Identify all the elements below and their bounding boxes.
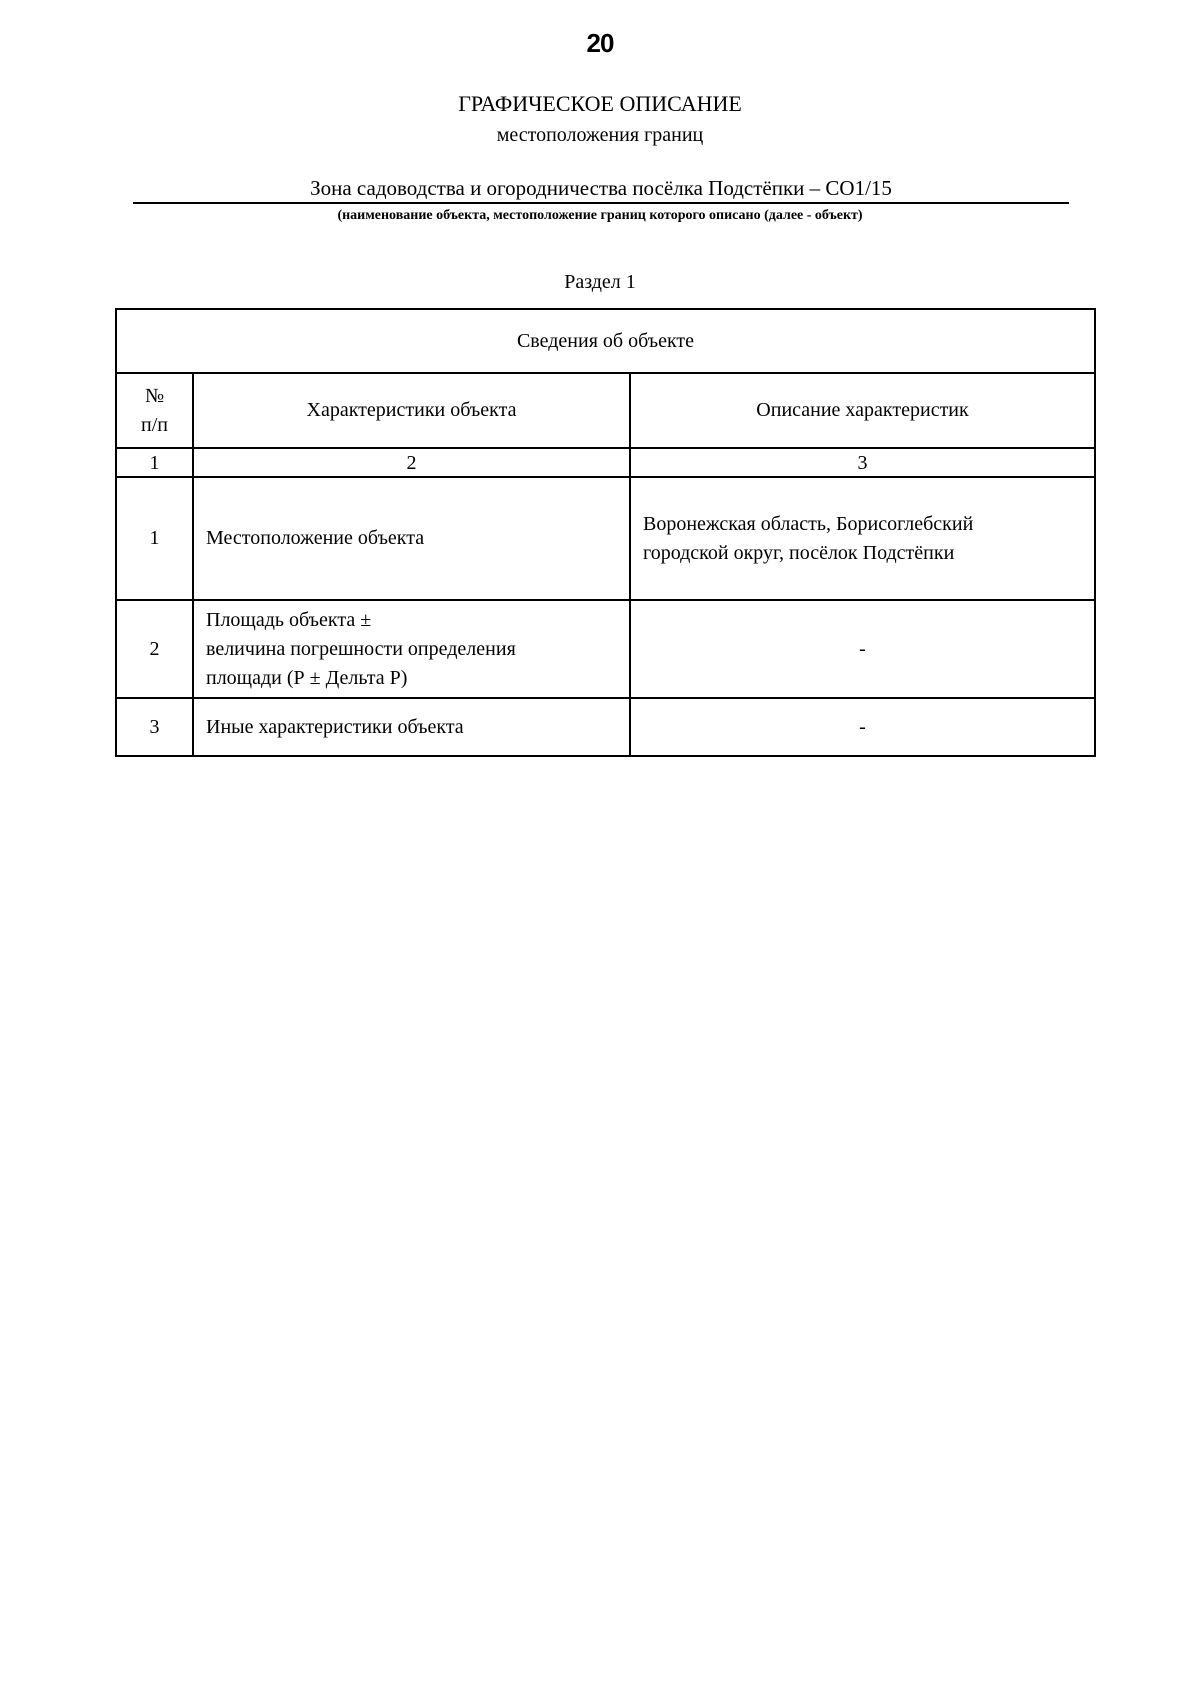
row-number: 2 — [116, 600, 193, 698]
table-row — [116, 477, 1095, 600]
row-characteristic: Площадь объекта ± величина погрешности определения площади (Р ± Дельта Р) — [193, 600, 630, 698]
column-header-characteristic: Характеристики объекта — [193, 373, 630, 448]
table-row — [116, 698, 1095, 756]
column-header-description: Описание характеристик — [630, 373, 1095, 448]
table-caption: Сведения об объекте — [116, 309, 1095, 373]
row-description: - — [630, 600, 1095, 698]
column-number-2: 2 — [193, 448, 630, 477]
column-number-3: 3 — [630, 448, 1095, 477]
object-name: Зона садоводства и огородничества посёлка Подстёпки – СО1/15 — [310, 176, 892, 200]
column-number-1: 1 — [116, 448, 193, 477]
table-caption-row — [116, 309, 1095, 373]
object-name-underline — [133, 202, 1069, 204]
row-characteristic: Иные характеристики объекта — [193, 698, 630, 756]
document-title: ГРАФИЧЕСКОЕ ОПИСАНИЕ — [458, 91, 742, 116]
column-number-row — [116, 448, 1095, 477]
section-label: Раздел 1 — [564, 271, 636, 293]
row-number: 3 — [116, 698, 193, 756]
table-header-row — [116, 373, 1095, 448]
document-subtitle: местоположения границ — [496, 124, 704, 146]
object-name-caption: (наименование объекта, местоположение границ которого описано (далее - объект) — [337, 208, 863, 223]
page-number: 20 — [586, 28, 614, 58]
row-description: - — [630, 698, 1095, 756]
row-description: Воронежская область, Борисоглебский городской округ, посёлок Подстёпки — [630, 477, 1095, 600]
row-number: 1 — [116, 477, 193, 600]
table-row — [116, 600, 1095, 698]
row-characteristic: Местоположение объекта — [193, 477, 630, 600]
object-info-table — [115, 308, 1096, 757]
column-header-number: № п/п — [116, 373, 193, 448]
